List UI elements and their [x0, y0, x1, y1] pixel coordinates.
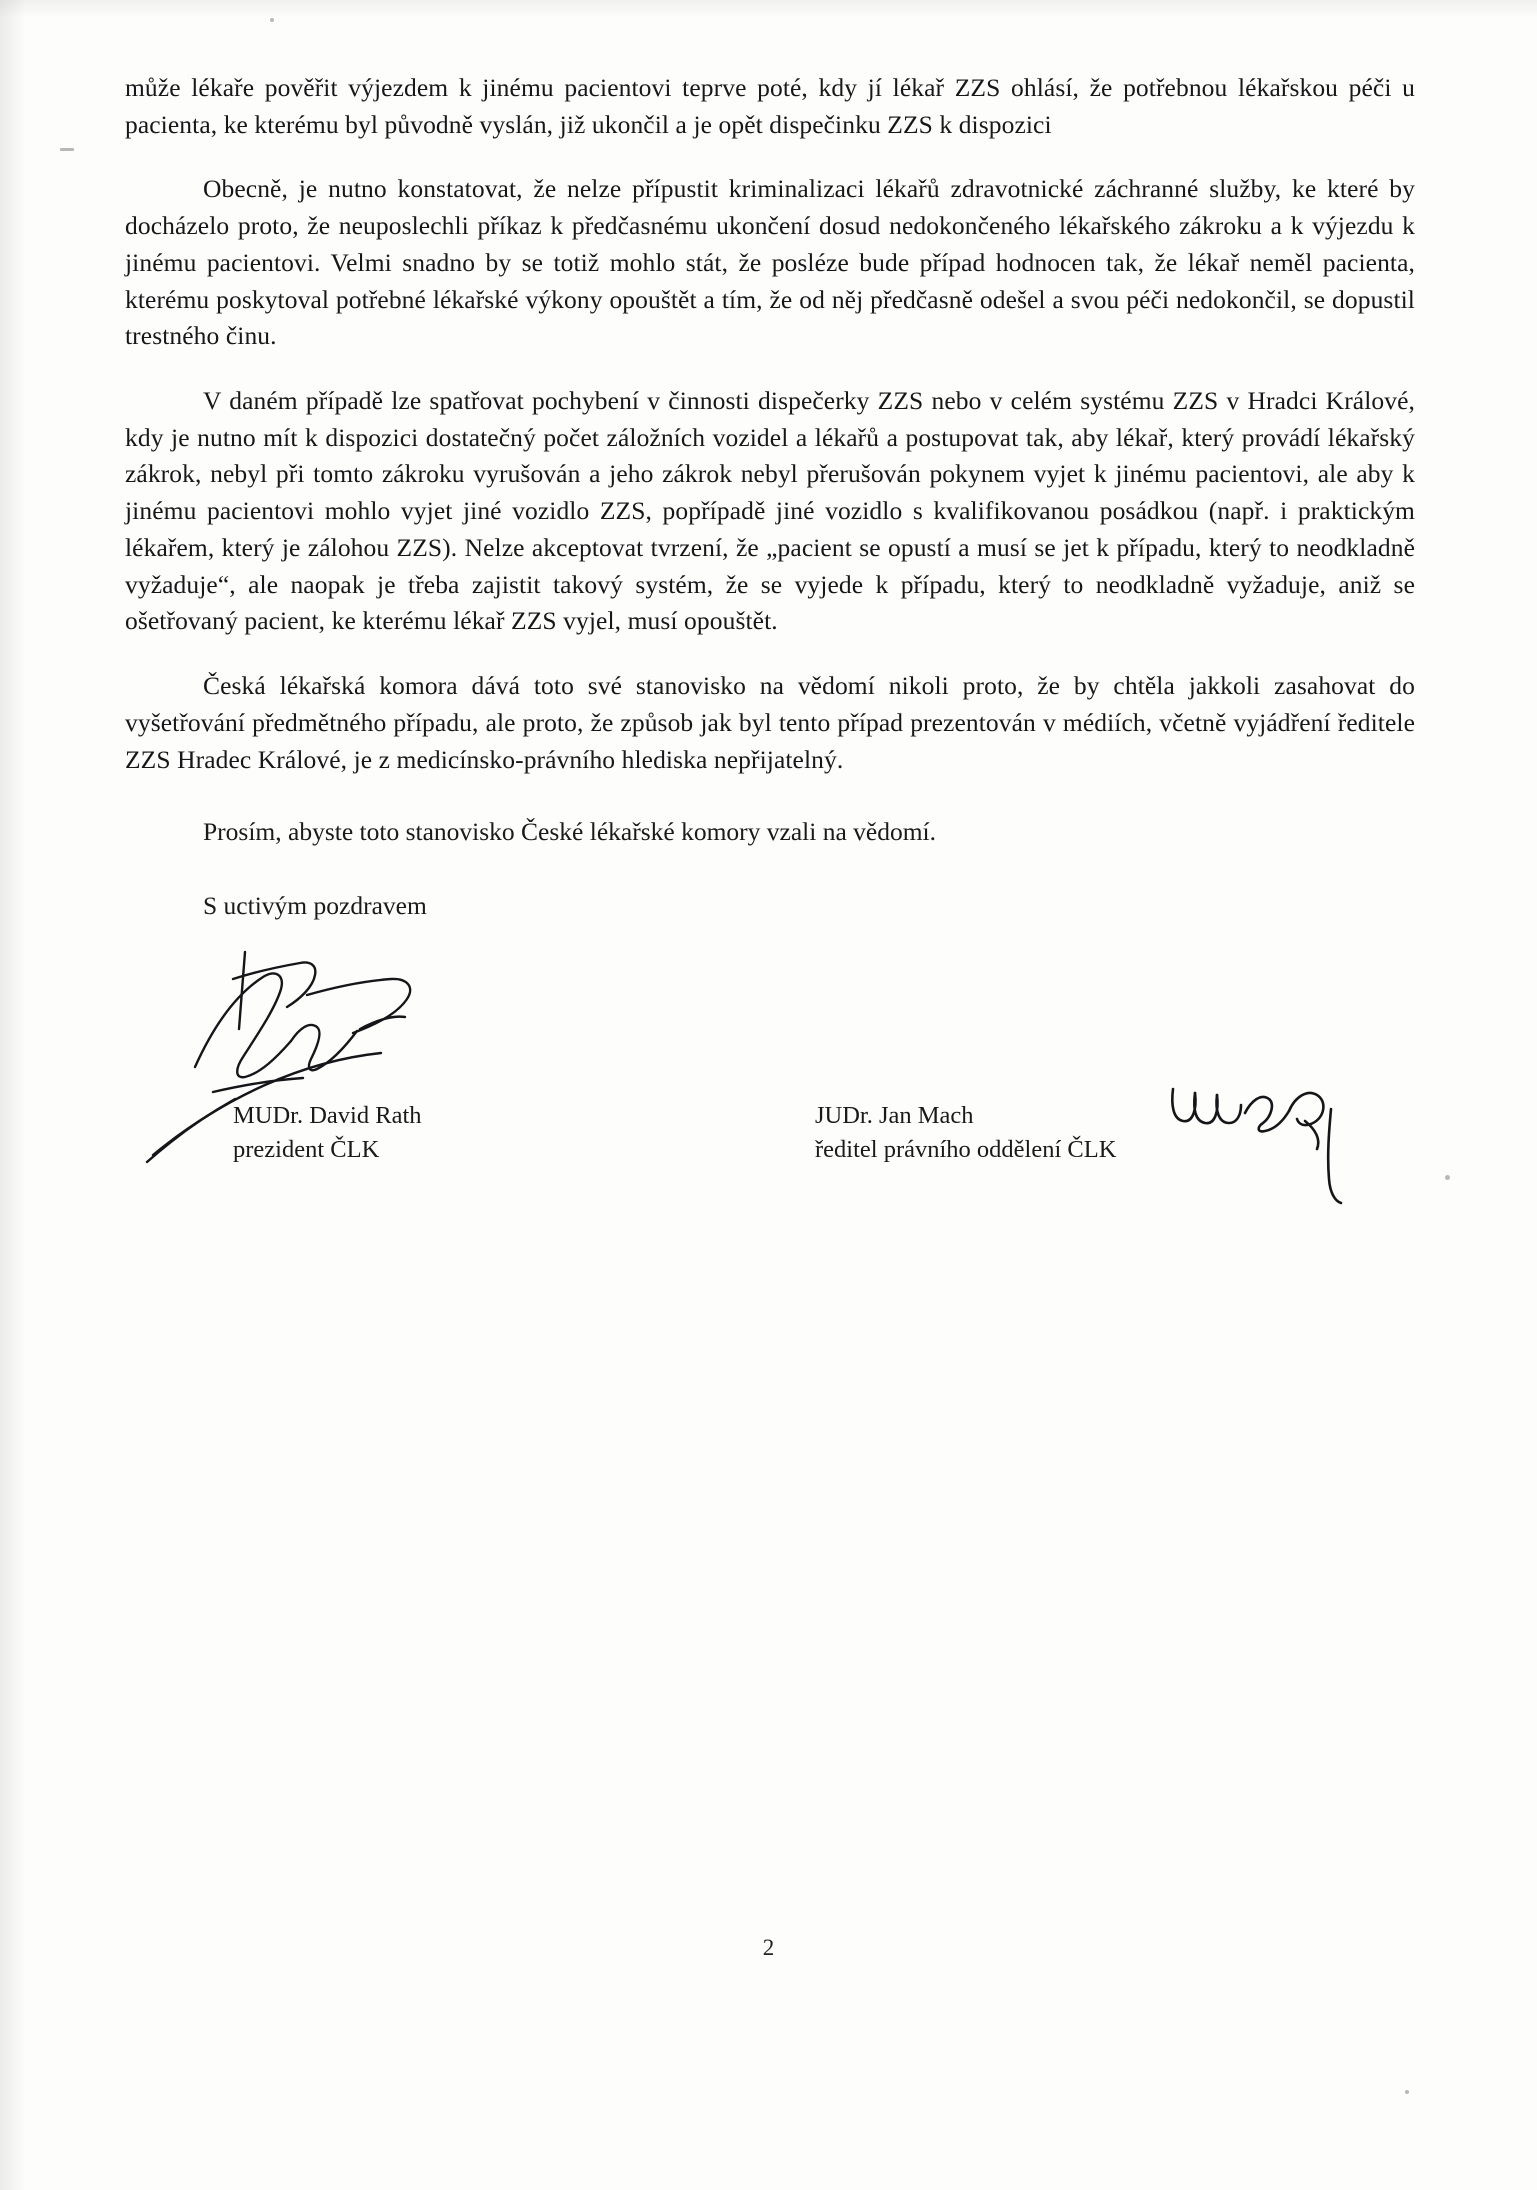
- document-body: [125, 70, 1415, 1177]
- signatory-right-title: ředitel právního oddělení ČLK: [815, 1136, 1117, 1164]
- paragraph-general-statement: Obecně, je nutno konstatovat, že nelze přípustit kriminalizaci lékařů zdravotnické záchranné služby, ke které by docházelo proto, že neuposlechli příkaz k předčasnému ukončení dosud nedokončeného lékařského zákroku a k výjezdu k jinému pacientovi. Velmi snadno by se totiž mohlo stát, že posléze bude případ hodnocen tak, že lékař neměl pacienta, kterému poskytoval potřebné lékařské výkony opouštět a tím, že od něj předčasně odešel a svou péči nedokončil, se dopustil trestného činu.: [125, 174, 1415, 351]
- scan-shadow-left: [0, 0, 26, 2190]
- scan-shadow-top: [0, 0, 1537, 18]
- page-number: 2: [762, 1935, 775, 1960]
- scan-speck: [270, 18, 274, 22]
- scan-speck: [1445, 1175, 1450, 1180]
- signatory-right: [815, 1099, 1116, 1168]
- paragraph-continuation: může lékaře pověřit výjezdem k jinému pacientovi teprve poté, kdy jí lékař ZZS ohlásí, že potřebnou lékařskou péči u pacienta, ke kterému byl původně vyslán, již ukončil a je opět dispečinku ZZS k dispozici: [125, 73, 1415, 139]
- paragraph-case-analysis: V daném případě lze spatřovat pochybení v činnosti dispečerky ZZS nebo v celém systému ZZS v Hradci Králové, kdy je nutno mít k dispozici dostatečný počet záložních vozidel a lékařů a postupovat tak, aby lékař, který provádí lékařský zákrok, nebyl při tomto zákroku vyrušován a jeho zákrok nebyl přerušován pokynem vyjet k jinému pacientovi, ale aby k jinému pacientovi mohlo vyjet jiné vozidlo ZZS, popřípadě jiné vozidlo s kvalifikovanou posádkou (např. i praktickým lékařem, který je zálohou ZZS). Nelze akceptovat tvrzení, že „pacient se opustí a musí se jet k případu, který to neodkladně vyžaduje“, ale naopak je třeba zajistit takový systém, že se vyjede k případu, který to neodkladně vyžaduje, aniž se ošetřovaný pacient, ke kterému lékař ZZS vyjel, musí opouštět.: [125, 386, 1415, 636]
- closing-request: Prosím, abyste toto stanovisko České lékařské komory vzali na vědomí.: [203, 817, 937, 847]
- paragraph-clk-position: Česká lékařská komora dává toto své stanovisko na vědomí nikoli proto, že by chtěla jakkoli zasahovat do vyšetřování předmětného případu, ale proto, že způsob jak byl tento případ prezentován v médiích, včetně vyjádření ředitele ZZS Hradec Králové, je z medicínsko-právního hlediska nepřijatelný.: [125, 671, 1415, 774]
- signature-mark-mach: [1165, 1079, 1345, 1209]
- regards-line: S uctivým pozdravem: [203, 890, 427, 920]
- signature-area: [125, 927, 1415, 1177]
- signatory-left-name: MUDr. David Rath: [233, 1101, 422, 1129]
- signatory-right-name: JUDr. Jan Mach: [815, 1101, 974, 1129]
- signatory-left-title: prezident ČLK: [233, 1136, 380, 1164]
- scan-speck: [1405, 2090, 1409, 2094]
- scan-speck: [60, 148, 74, 151]
- signatory-left: [233, 1099, 422, 1168]
